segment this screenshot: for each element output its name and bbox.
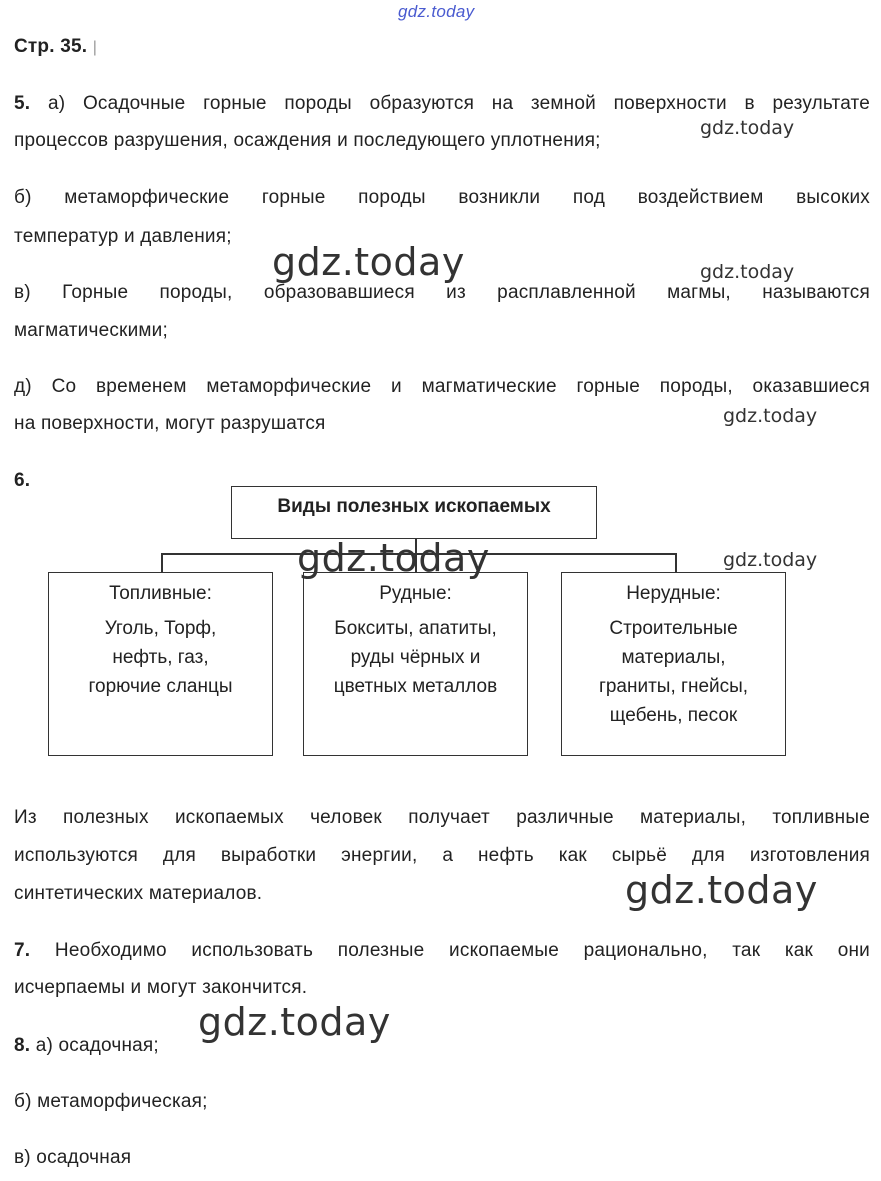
category-items (304, 614, 527, 701)
watermark: gdz.today (625, 868, 818, 912)
diagram-connector-right (675, 553, 677, 572)
diagram-title: Виды полезных ископаемых (277, 496, 551, 517)
watermark: gdz.today (723, 405, 818, 427)
category-item: Бокситы, апатиты, (334, 618, 497, 639)
q8-a-line (14, 1034, 870, 1058)
category-box-ore (303, 572, 528, 756)
category-items (562, 614, 785, 730)
q8-a: а) осадочная; (35, 1035, 159, 1056)
category-name: Нерудные: (626, 583, 721, 604)
page-header (14, 35, 870, 60)
q5-a-line1 (14, 92, 870, 116)
category-item: материалы, (621, 647, 726, 668)
watermark: gdz.today (198, 1000, 391, 1044)
page-marker: | (92, 39, 98, 56)
q6-text-line3: синтетических материалов. (14, 883, 263, 904)
category-name: Рудные: (379, 583, 452, 604)
q5-b-line2: температур и давления; (14, 226, 232, 247)
q5-a-line2: процессов разрушения, осаждения и последующего уплотнения; (14, 130, 601, 151)
watermark: gdz.today (700, 117, 795, 139)
category-item: нефть, газ, (112, 647, 209, 668)
q7-text: Необходимо использовать полезные ископаемые рационально, так как они (54, 940, 870, 961)
q7-line1 (14, 939, 870, 963)
q6-text-line1: Из полезных ископаемых человек получает различные материалы, топливные (14, 807, 870, 828)
q8-v: в) осадочная (14, 1147, 132, 1168)
q7-line2: исчерпаемы и могут закончится. (14, 977, 308, 998)
category-box-nonmetallic (561, 572, 786, 756)
category-item: руды чёрных и (350, 647, 481, 668)
q8-b: б) метаморфическая; (14, 1091, 208, 1112)
q5-d-line1: д) Со временем метаморфические и магматические горные породы, оказавшиеся (14, 376, 870, 397)
category-item: щебень, песок (609, 705, 738, 726)
q6-number: 6. (14, 470, 31, 491)
q6-text-line2: используются для выработки энергии, а нефть как сырьё для изготовления (14, 845, 870, 866)
q7-number: 7. (14, 940, 31, 961)
category-items (49, 614, 272, 701)
q5-v-line1: в) Горные породы, образовавшиеся из расплавленной магмы, называются (14, 282, 870, 303)
diagram-title-box (231, 486, 597, 539)
category-name: Топливные: (109, 583, 212, 604)
category-box-fuel (48, 572, 273, 756)
q5-a-text: а) Осадочные горные породы образуются на земной поверхности в результате (47, 93, 870, 114)
q5-v-line2: магматическими; (14, 320, 168, 341)
q5-d-line2: на поверхности, могут разрушатся (14, 413, 326, 434)
diagram-connector-left (161, 553, 163, 572)
category-item: Строительные (609, 618, 738, 639)
q8-number: 8. (14, 1035, 31, 1056)
q5-number: 5. (14, 93, 31, 114)
category-item: горючие сланцы (88, 676, 233, 697)
watermark: gdz.today (272, 240, 465, 284)
category-item: Уголь, Торф, (104, 618, 217, 639)
watermark: gdz.today (723, 549, 818, 571)
watermark: gdz.today (297, 536, 490, 580)
q5-b-line1: б) метаморфические горные породы возникли под воздействием высоких (14, 187, 870, 208)
category-item: цветных металлов (333, 676, 498, 697)
category-item: граниты, гнейсы, (598, 676, 749, 697)
watermark: gdz.today (700, 261, 795, 283)
watermark-top: gdz.today (398, 2, 475, 21)
page-label: Стр. 35. (14, 36, 88, 57)
